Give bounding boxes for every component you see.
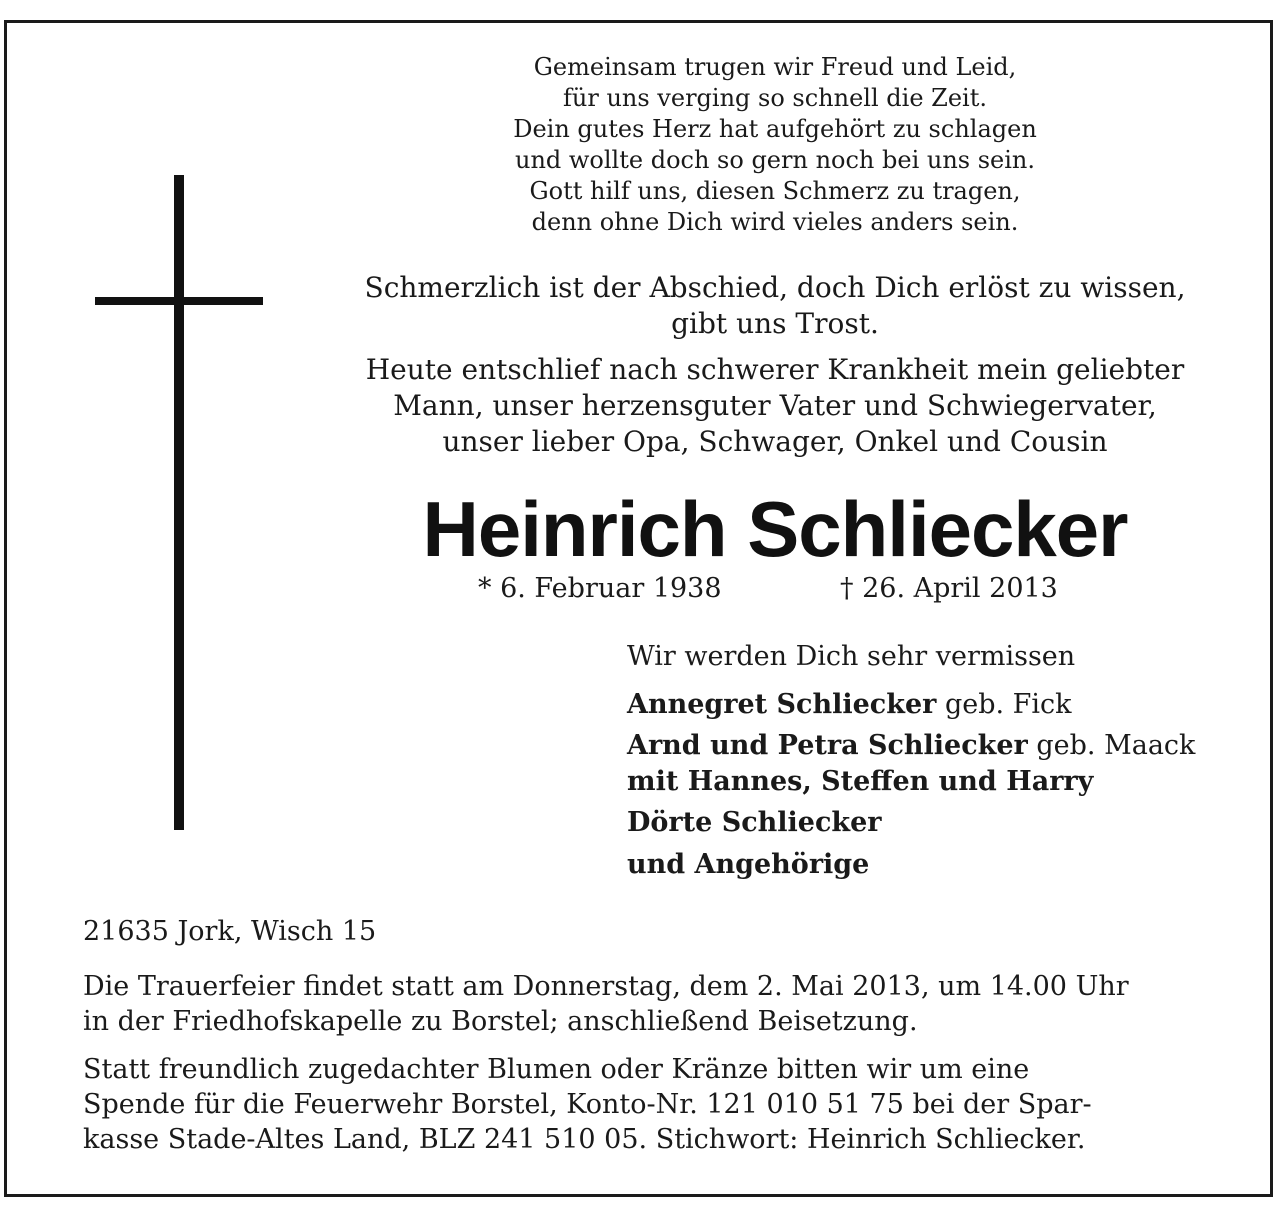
mourner-note: geb. Maack <box>1027 730 1196 761</box>
birth-date: * 6. Februar 1938 <box>478 573 722 604</box>
service-info <box>83 969 1129 1039</box>
mourner-note: geb. Fick <box>936 689 1072 720</box>
mourners-intro: Wir werden Dich sehr vermissen <box>627 641 1076 672</box>
poem-line: für uns verging so schnell die Zeit. <box>563 84 987 112</box>
mourner-line <box>627 729 1195 763</box>
mourner-name: mit Hannes, Steffen und Harry <box>627 766 1094 797</box>
poem-line: denn ohne Dich wird vieles anders sein. <box>531 208 1019 236</box>
farewell-line: Schmerzlich ist der Abschied, doch Dich erlöst zu wissen, <box>364 271 1186 304</box>
poem-line: Gemeinsam trugen wir Freud und Leid, <box>533 53 1017 81</box>
mourner-line <box>627 765 1093 799</box>
donation-info <box>83 1052 1092 1157</box>
donation-line: kasse Stade-Altes Land, BLZ 241 510 05. Stichwort: Heinrich Schliecker. <box>83 1124 1086 1155</box>
cross-icon <box>174 175 184 830</box>
donation-line: Statt freundlich zugedachter Blumen oder Kränze bitten wir um eine <box>83 1054 1030 1085</box>
cross-icon-bar <box>95 297 263 305</box>
announcement-text <box>330 352 1220 460</box>
service-line: Die Trauerfeier findet statt am Donnerstag, dem 2. Mai 2013, um 14.00 Uhr <box>83 971 1129 1002</box>
mourner-name: und Angehörige <box>627 849 870 880</box>
announcement-line: Heute entschlief nach schwerer Krankheit mein geliebter <box>365 353 1185 386</box>
mourner-line <box>627 848 869 882</box>
poem-line: Dein gutes Herz hat aufgehört zu schlagen <box>513 115 1037 143</box>
mourner-line <box>627 806 882 840</box>
death-date: † 26. April 2013 <box>840 573 1058 604</box>
announcement-line: unser lieber Opa, Schwager, Onkel und Cousin <box>442 425 1108 458</box>
address: 21635 Jork, Wisch 15 <box>83 916 377 947</box>
poem-line: Gott hilf uns, diesen Schmerz zu tragen, <box>529 177 1021 205</box>
mourner-name: Dörte Schliecker <box>627 807 882 838</box>
announcement-line: Mann, unser herzensguter Vater und Schwiegervater, <box>393 389 1157 422</box>
poem <box>330 52 1220 238</box>
mourner-name: Arnd und Petra Schliecker <box>627 730 1028 761</box>
donation-line: Spende für die Feuerwehr Borstel, Konto-Nr. 121 010 51 75 bei der Spar- <box>83 1089 1092 1120</box>
farewell-line: gibt uns Trost. <box>671 307 879 340</box>
poem-line: und wollte doch so gern noch bei uns sein. <box>514 146 1036 174</box>
farewell-text <box>330 270 1220 342</box>
deceased-name: Heinrich Schliecker <box>422 485 1128 573</box>
mourner-name: Annegret Schliecker <box>627 689 937 720</box>
mourner-line <box>627 688 1072 722</box>
service-line: in der Friedhofskapelle zu Borstel; anschließend Beisetzung. <box>83 1006 918 1037</box>
